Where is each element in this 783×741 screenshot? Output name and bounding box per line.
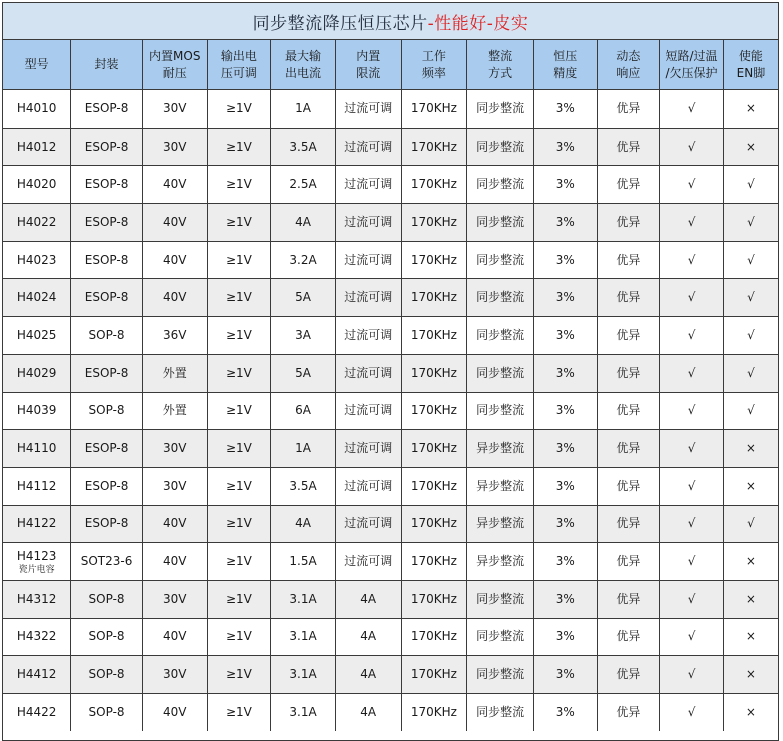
model-cell bbox=[3, 317, 71, 355]
model-cell bbox=[3, 279, 71, 317]
column-header-line1: 输出电 bbox=[220, 48, 257, 63]
column-header-line2: 限流 bbox=[356, 65, 381, 80]
package-cell: SOP-8 bbox=[71, 317, 143, 355]
enable-pin-cell: × bbox=[723, 128, 778, 166]
protection-cell: √ bbox=[660, 354, 724, 392]
column-header-line1: 最大输 bbox=[285, 48, 322, 63]
enable-pin-cell: √ bbox=[723, 241, 778, 279]
max-current-cell: 3.1A bbox=[271, 580, 336, 618]
model-cell bbox=[3, 128, 71, 166]
table-title-bar bbox=[3, 3, 778, 40]
max-current-cell: 5A bbox=[271, 279, 336, 317]
model-number: H4312 bbox=[16, 591, 57, 606]
model-number: H4010 bbox=[16, 101, 57, 116]
protection-cell: √ bbox=[660, 580, 724, 618]
protection-cell: √ bbox=[660, 543, 724, 581]
table-row bbox=[3, 392, 778, 430]
max-current-cell: 2.5A bbox=[271, 166, 336, 204]
mos-voltage-cell: 30V bbox=[142, 430, 207, 468]
model-cell bbox=[3, 90, 71, 129]
column-header-line1: 封装 bbox=[94, 57, 119, 71]
model-cell bbox=[3, 618, 71, 656]
current-limit-cell: 过流可调 bbox=[335, 90, 401, 129]
table-row bbox=[3, 505, 778, 543]
rectification-cell: 同步整流 bbox=[467, 618, 534, 656]
frequency-cell: 170KHz bbox=[401, 543, 467, 581]
output-adjustable-cell: ≥1V bbox=[207, 90, 271, 129]
current-limit-cell: 4A bbox=[335, 580, 401, 618]
table-row bbox=[3, 166, 778, 204]
output-adjustable-cell: ≥1V bbox=[207, 618, 271, 656]
rectification-cell: 同步整流 bbox=[467, 694, 534, 731]
current-limit-cell: 过流可调 bbox=[335, 392, 401, 430]
current-limit-cell: 过流可调 bbox=[335, 204, 401, 242]
enable-pin-cell: √ bbox=[723, 505, 778, 543]
model-cell bbox=[3, 505, 71, 543]
frequency-cell: 170KHz bbox=[401, 656, 467, 694]
enable-pin-cell: √ bbox=[723, 204, 778, 242]
table-row bbox=[3, 580, 778, 618]
protection-cell: √ bbox=[660, 317, 724, 355]
package-cell: ESOP-8 bbox=[71, 204, 143, 242]
accuracy-cell: 3% bbox=[533, 90, 597, 129]
mos-voltage-cell: 36V bbox=[142, 317, 207, 355]
column-header bbox=[723, 40, 778, 90]
frequency-cell: 170KHz bbox=[401, 430, 467, 468]
max-current-cell: 3.2A bbox=[271, 241, 336, 279]
output-adjustable-cell: ≥1V bbox=[207, 204, 271, 242]
model-cell bbox=[3, 166, 71, 204]
model-number: H4123 bbox=[16, 548, 57, 563]
table-header bbox=[3, 40, 778, 90]
protection-cell: √ bbox=[660, 618, 724, 656]
model-number: H4110 bbox=[16, 441, 57, 456]
column-header bbox=[533, 40, 597, 90]
output-adjustable-cell: ≥1V bbox=[207, 543, 271, 581]
accuracy-cell: 3% bbox=[533, 354, 597, 392]
accuracy-cell: 3% bbox=[533, 618, 597, 656]
response-cell: 优异 bbox=[597, 241, 660, 279]
column-header-line2: 压可调 bbox=[220, 65, 257, 80]
mos-voltage-cell: 30V bbox=[142, 656, 207, 694]
protection-cell: √ bbox=[660, 128, 724, 166]
max-current-cell: 5A bbox=[271, 354, 336, 392]
response-cell: 优异 bbox=[597, 204, 660, 242]
mos-voltage-cell: 40V bbox=[142, 241, 207, 279]
table-row bbox=[3, 90, 778, 129]
model-number: H4322 bbox=[16, 629, 57, 644]
mos-voltage-cell: 40V bbox=[142, 505, 207, 543]
mos-voltage-cell: 40V bbox=[142, 166, 207, 204]
column-header bbox=[335, 40, 401, 90]
enable-pin-cell: √ bbox=[723, 392, 778, 430]
model-cell bbox=[3, 543, 71, 581]
response-cell: 优异 bbox=[597, 166, 660, 204]
output-adjustable-cell: ≥1V bbox=[207, 354, 271, 392]
response-cell: 优异 bbox=[597, 580, 660, 618]
rectification-cell: 同步整流 bbox=[467, 656, 534, 694]
enable-pin-cell: × bbox=[723, 90, 778, 129]
column-header-line2: 方式 bbox=[488, 65, 513, 80]
column-header-line1: 内置MOS bbox=[149, 48, 201, 63]
rectification-cell: 异步整流 bbox=[467, 505, 534, 543]
package-cell: SOP-8 bbox=[71, 618, 143, 656]
package-cell: SOT23-6 bbox=[71, 543, 143, 581]
rectification-cell: 异步整流 bbox=[467, 467, 534, 505]
package-cell: ESOP-8 bbox=[71, 467, 143, 505]
current-limit-cell: 过流可调 bbox=[335, 354, 401, 392]
current-limit-cell: 4A bbox=[335, 618, 401, 656]
column-header-line1: 动态 bbox=[616, 48, 641, 63]
rectification-cell: 同步整流 bbox=[467, 392, 534, 430]
table-row bbox=[3, 694, 778, 731]
enable-pin-cell: × bbox=[723, 580, 778, 618]
max-current-cell: 4A bbox=[271, 505, 336, 543]
model-number: H4412 bbox=[16, 667, 57, 682]
frequency-cell: 170KHz bbox=[401, 317, 467, 355]
column-header bbox=[71, 40, 143, 90]
column-header bbox=[467, 40, 534, 90]
rectification-cell: 同步整流 bbox=[467, 580, 534, 618]
rectification-cell: 同步整流 bbox=[467, 241, 534, 279]
package-cell: ESOP-8 bbox=[71, 430, 143, 468]
protection-cell: √ bbox=[660, 430, 724, 468]
protection-cell: √ bbox=[660, 166, 724, 204]
model-number: H4122 bbox=[16, 516, 57, 531]
column-header bbox=[142, 40, 207, 90]
mos-voltage-cell: 40V bbox=[142, 543, 207, 581]
mos-voltage-cell: 外置 bbox=[142, 354, 207, 392]
rectification-cell: 异步整流 bbox=[467, 430, 534, 468]
table-row bbox=[3, 128, 778, 166]
frequency-cell: 170KHz bbox=[401, 392, 467, 430]
output-adjustable-cell: ≥1V bbox=[207, 467, 271, 505]
protection-cell: √ bbox=[660, 392, 724, 430]
frequency-cell: 170KHz bbox=[401, 166, 467, 204]
model-cell bbox=[3, 694, 71, 731]
table-row bbox=[3, 204, 778, 242]
output-adjustable-cell: ≥1V bbox=[207, 166, 271, 204]
accuracy-cell: 3% bbox=[533, 580, 597, 618]
output-adjustable-cell: ≥1V bbox=[207, 580, 271, 618]
response-cell: 优异 bbox=[597, 317, 660, 355]
model-number: H4422 bbox=[16, 704, 57, 719]
enable-pin-cell: × bbox=[723, 618, 778, 656]
mos-voltage-cell: 40V bbox=[142, 279, 207, 317]
protection-cell: √ bbox=[660, 505, 724, 543]
response-cell: 优异 bbox=[597, 279, 660, 317]
package-cell: SOP-8 bbox=[71, 392, 143, 430]
response-cell: 优异 bbox=[597, 694, 660, 731]
model-cell bbox=[3, 241, 71, 279]
current-limit-cell: 过流可调 bbox=[335, 543, 401, 581]
frequency-cell: 170KHz bbox=[401, 279, 467, 317]
model-number: H4023 bbox=[16, 252, 57, 267]
mos-voltage-cell: 外置 bbox=[142, 392, 207, 430]
output-adjustable-cell: ≥1V bbox=[207, 241, 271, 279]
frequency-cell: 170KHz bbox=[401, 505, 467, 543]
model-cell bbox=[3, 204, 71, 242]
protection-cell: √ bbox=[660, 279, 724, 317]
protection-cell: √ bbox=[660, 90, 724, 129]
column-header-line1: 工作 bbox=[421, 48, 446, 63]
protection-cell: √ bbox=[660, 467, 724, 505]
model-number: H4039 bbox=[16, 403, 57, 418]
package-cell: ESOP-8 bbox=[71, 279, 143, 317]
output-adjustable-cell: ≥1V bbox=[207, 505, 271, 543]
accuracy-cell: 3% bbox=[533, 241, 597, 279]
accuracy-cell: 3% bbox=[533, 430, 597, 468]
accuracy-cell: 3% bbox=[533, 279, 597, 317]
table-row bbox=[3, 430, 778, 468]
accuracy-cell: 3% bbox=[533, 166, 597, 204]
package-cell: ESOP-8 bbox=[71, 166, 143, 204]
model-cell bbox=[3, 354, 71, 392]
frequency-cell: 170KHz bbox=[401, 354, 467, 392]
package-cell: SOP-8 bbox=[71, 656, 143, 694]
rectification-cell: 同步整流 bbox=[467, 279, 534, 317]
model-number: H4112 bbox=[16, 478, 57, 493]
enable-pin-cell: √ bbox=[723, 317, 778, 355]
mos-voltage-cell: 30V bbox=[142, 90, 207, 129]
column-header-line1: 整流 bbox=[488, 48, 513, 63]
enable-pin-cell: √ bbox=[723, 166, 778, 204]
column-header-line1: 内置 bbox=[356, 48, 381, 63]
mos-voltage-cell: 40V bbox=[142, 618, 207, 656]
column-header-line2: EN脚 bbox=[736, 65, 766, 80]
max-current-cell: 3A bbox=[271, 317, 336, 355]
frequency-cell: 170KHz bbox=[401, 694, 467, 731]
column-header-line1: 短路/过温 bbox=[665, 48, 718, 63]
current-limit-cell: 过流可调 bbox=[335, 317, 401, 355]
response-cell: 优异 bbox=[597, 467, 660, 505]
table-row bbox=[3, 467, 778, 505]
column-header bbox=[3, 40, 71, 90]
output-adjustable-cell: ≥1V bbox=[207, 128, 271, 166]
current-limit-cell: 4A bbox=[335, 694, 401, 731]
current-limit-cell: 过流可调 bbox=[335, 279, 401, 317]
column-header bbox=[271, 40, 336, 90]
enable-pin-cell: × bbox=[723, 694, 778, 731]
package-cell: ESOP-8 bbox=[71, 505, 143, 543]
frequency-cell: 170KHz bbox=[401, 128, 467, 166]
model-cell bbox=[3, 392, 71, 430]
table-row bbox=[3, 241, 778, 279]
accuracy-cell: 3% bbox=[533, 505, 597, 543]
enable-pin-cell: √ bbox=[723, 354, 778, 392]
frequency-cell: 170KHz bbox=[401, 580, 467, 618]
frequency-cell: 170KHz bbox=[401, 204, 467, 242]
column-header bbox=[597, 40, 660, 90]
output-adjustable-cell: ≥1V bbox=[207, 317, 271, 355]
model-number: H4012 bbox=[16, 139, 57, 154]
output-adjustable-cell: ≥1V bbox=[207, 694, 271, 731]
header-row bbox=[3, 40, 778, 90]
rectification-cell: 同步整流 bbox=[467, 128, 534, 166]
column-header-line1: 使能 bbox=[738, 48, 763, 63]
max-current-cell: 3.1A bbox=[271, 656, 336, 694]
accuracy-cell: 3% bbox=[533, 656, 597, 694]
response-cell: 优异 bbox=[597, 543, 660, 581]
response-cell: 优异 bbox=[597, 656, 660, 694]
column-header-line2: 频率 bbox=[421, 65, 446, 80]
mos-voltage-cell: 40V bbox=[142, 694, 207, 731]
table-body bbox=[3, 90, 778, 731]
rectification-cell: 同步整流 bbox=[467, 354, 534, 392]
protection-cell: √ bbox=[660, 241, 724, 279]
current-limit-cell: 过流可调 bbox=[335, 241, 401, 279]
accuracy-cell: 3% bbox=[533, 204, 597, 242]
rectification-cell: 同步整流 bbox=[467, 166, 534, 204]
column-header-line2: 耐压 bbox=[162, 65, 187, 80]
package-cell: ESOP-8 bbox=[71, 354, 143, 392]
max-current-cell: 1.5A bbox=[271, 543, 336, 581]
response-cell: 优异 bbox=[597, 128, 660, 166]
response-cell: 优异 bbox=[597, 430, 660, 468]
chip-spec-table bbox=[3, 40, 778, 731]
column-header-line2: /欠压保护 bbox=[665, 65, 718, 80]
enable-pin-cell: × bbox=[723, 543, 778, 581]
column-header bbox=[207, 40, 271, 90]
max-current-cell: 3.5A bbox=[271, 467, 336, 505]
current-limit-cell: 过流可调 bbox=[335, 128, 401, 166]
rectification-cell: 异步整流 bbox=[467, 543, 534, 581]
current-limit-cell: 4A bbox=[335, 656, 401, 694]
output-adjustable-cell: ≥1V bbox=[207, 279, 271, 317]
package-cell: SOP-8 bbox=[71, 694, 143, 731]
current-limit-cell: 过流可调 bbox=[335, 505, 401, 543]
current-limit-cell: 过流可调 bbox=[335, 166, 401, 204]
protection-cell: √ bbox=[660, 204, 724, 242]
spec-table-sheet bbox=[2, 2, 779, 741]
model-note: 瓷片电容 bbox=[18, 564, 55, 575]
mos-voltage-cell: 40V bbox=[142, 204, 207, 242]
column-header-line2: 精度 bbox=[553, 65, 578, 80]
frequency-cell: 170KHz bbox=[401, 241, 467, 279]
output-adjustable-cell: ≥1V bbox=[207, 430, 271, 468]
enable-pin-cell: × bbox=[723, 656, 778, 694]
table-title-accent: -性能好-皮实 bbox=[427, 13, 529, 34]
rectification-cell: 同步整流 bbox=[467, 90, 534, 129]
output-adjustable-cell: ≥1V bbox=[207, 656, 271, 694]
model-number: H4022 bbox=[16, 214, 57, 229]
max-current-cell: 3.1A bbox=[271, 694, 336, 731]
mos-voltage-cell: 30V bbox=[142, 467, 207, 505]
model-number: H4029 bbox=[16, 365, 57, 380]
model-cell bbox=[3, 656, 71, 694]
column-header bbox=[401, 40, 467, 90]
accuracy-cell: 3% bbox=[533, 694, 597, 731]
model-number: H4024 bbox=[16, 290, 57, 305]
current-limit-cell: 过流可调 bbox=[335, 430, 401, 468]
column-header-line2: 响应 bbox=[616, 65, 641, 80]
table-row bbox=[3, 543, 778, 581]
package-cell: ESOP-8 bbox=[71, 241, 143, 279]
current-limit-cell: 过流可调 bbox=[335, 467, 401, 505]
max-current-cell: 1A bbox=[271, 430, 336, 468]
frequency-cell: 170KHz bbox=[401, 618, 467, 656]
column-header-line1: 恒压 bbox=[553, 48, 578, 63]
response-cell: 优异 bbox=[597, 505, 660, 543]
accuracy-cell: 3% bbox=[533, 543, 597, 581]
rectification-cell: 同步整流 bbox=[467, 204, 534, 242]
accuracy-cell: 3% bbox=[533, 467, 597, 505]
enable-pin-cell: × bbox=[723, 430, 778, 468]
response-cell: 优异 bbox=[597, 392, 660, 430]
max-current-cell: 4A bbox=[271, 204, 336, 242]
response-cell: 优异 bbox=[597, 90, 660, 129]
model-number: H4025 bbox=[16, 327, 57, 342]
max-current-cell: 1A bbox=[271, 90, 336, 129]
package-cell: ESOP-8 bbox=[71, 128, 143, 166]
frequency-cell: 170KHz bbox=[401, 90, 467, 129]
accuracy-cell: 3% bbox=[533, 392, 597, 430]
enable-pin-cell: × bbox=[723, 467, 778, 505]
table-row bbox=[3, 354, 778, 392]
max-current-cell: 6A bbox=[271, 392, 336, 430]
table-row bbox=[3, 279, 778, 317]
protection-cell: √ bbox=[660, 694, 724, 731]
frequency-cell: 170KHz bbox=[401, 467, 467, 505]
package-cell: ESOP-8 bbox=[71, 90, 143, 129]
enable-pin-cell: √ bbox=[723, 279, 778, 317]
output-adjustable-cell: ≥1V bbox=[207, 392, 271, 430]
max-current-cell: 3.1A bbox=[271, 618, 336, 656]
mos-voltage-cell: 30V bbox=[142, 128, 207, 166]
model-cell bbox=[3, 580, 71, 618]
max-current-cell: 3.5A bbox=[271, 128, 336, 166]
package-cell: SOP-8 bbox=[71, 580, 143, 618]
column-header-line2: 出电流 bbox=[285, 65, 322, 80]
accuracy-cell: 3% bbox=[533, 128, 597, 166]
protection-cell: √ bbox=[660, 656, 724, 694]
rectification-cell: 同步整流 bbox=[467, 317, 534, 355]
table-row bbox=[3, 618, 778, 656]
table-title: 同步整流降压恒压芯片 bbox=[252, 13, 428, 34]
table-row bbox=[3, 656, 778, 694]
mos-voltage-cell: 30V bbox=[142, 580, 207, 618]
column-header bbox=[660, 40, 724, 90]
response-cell: 优异 bbox=[597, 354, 660, 392]
response-cell: 优异 bbox=[597, 618, 660, 656]
table-row bbox=[3, 317, 778, 355]
model-number: H4020 bbox=[16, 177, 57, 192]
column-header-line1: 型号 bbox=[24, 57, 49, 71]
model-cell bbox=[3, 430, 71, 468]
model-cell bbox=[3, 467, 71, 505]
accuracy-cell: 3% bbox=[533, 317, 597, 355]
